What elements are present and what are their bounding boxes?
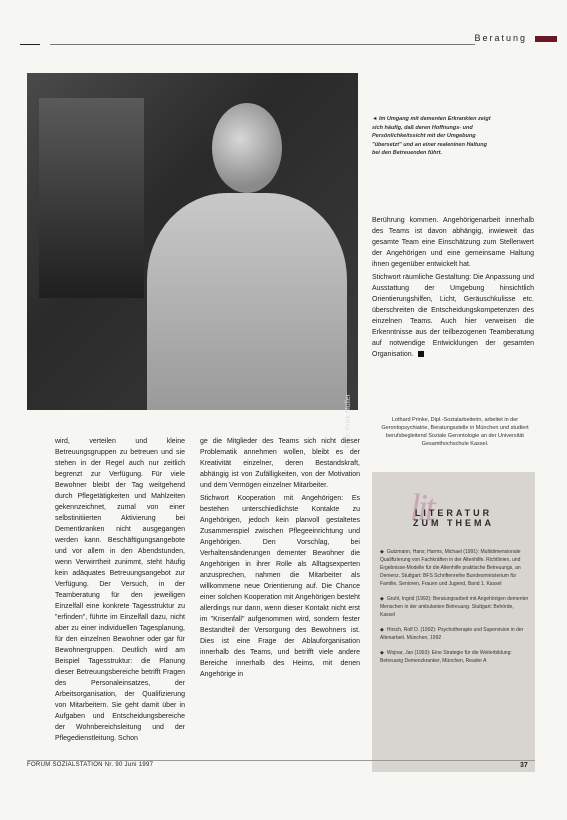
right-column-paragraph-2-text: Stichwort räumliche Gestaltung: Die Anpassung und Ausstattung der Umgebung hinsichtlich Orientierungshilfen, Licht, Geräuschkulisse etc. überschreiten die Entscheidungskompetenzen des einzelnen Teams. Auch hier verweisen die Erkenntnisse aus der teilbezogenen Teamberatung auf notwendige Entwicklungen der gesamten Organisation. bbox=[372, 274, 534, 358]
literature-title bbox=[372, 508, 535, 528]
literature-list bbox=[380, 548, 530, 672]
literature-item: ◆ Gutzmann, Hans; Harms, Michael (1991): Multidimensionale Qualifizierung von Fachkräften in der Altenhilfe. Richtlinien, und Ergebnisse-Modelle für die Altenhilfe praktische Betreuungs, an Demenz. Stuttgart: BFS Schriftenreihe Bundesministerium für Familie, Senioren, Frauen und Jugend, Band 1. Kassel bbox=[380, 548, 530, 588]
literature-item: ◆ Hirsch, Rolf D. (1992): Psychotherapie und Supervision in der Altenarbeit. München, 1992 bbox=[380, 626, 530, 642]
photo-caption: ◄ Im Umgang mit dementen Erkrankten zeigt sich häufig, daß deren Hoffnungs- und Persönlichkeitssicht mit der Umgebung "übersetzt" und an einer realeninen Haltung bei den Betreuenden führt. bbox=[372, 116, 491, 156]
literature-box bbox=[372, 472, 535, 772]
literature-title-line-1: LITERATUR bbox=[414, 508, 493, 518]
photo-credit: Foto: Frisk Müller bbox=[345, 394, 352, 449]
column-a-text bbox=[55, 436, 185, 746]
literature-logo: lit bbox=[410, 487, 433, 529]
article-photo bbox=[27, 73, 358, 449]
literature-item: ◆ Wojnar, Jan (1993): Eine Strategie für die Weiterbildung: Betreuung Demenzkranker, München, Reader A bbox=[380, 649, 530, 665]
footer-journal: FORUM SOZIALSTATION Nr. 90 Juni 1997 bbox=[27, 762, 154, 768]
header-accent-block bbox=[535, 36, 557, 42]
section-title: Beratung bbox=[474, 33, 527, 43]
header-rule-left bbox=[20, 44, 40, 45]
photo-person-head bbox=[212, 103, 282, 193]
photo-window bbox=[39, 98, 144, 298]
right-column-paragraph-2 bbox=[372, 272, 534, 360]
author-bio: Lothard Prinke, Dipl.-Sozialarbeiterin, arbeitet in der Gerontopsychiatrie, Beratungsstelle in München und studiert berufsbegleitend Soziale Gerontologie an der Universität Gesamthochschule Kassel. bbox=[381, 417, 529, 447]
header-rule bbox=[50, 44, 475, 45]
right-column-paragraph-1: Berührung kommen. Angehörigenarbeit innerhalb des Teams ist davon abhängig, inwieweit das gesamte Team eine Einschätzung zum Stellenwert der Angehörigen und eine gemeinsame Haltung ihnen gegenüber entwickelt hat. bbox=[372, 217, 534, 268]
literature-item: ◆ Gruhl, Ingrid (1992): Beratungsarbeit mit Angehörigen dementer Menschen in der ambulanten Betreuung. Stuttgart: Behörde, Kassel bbox=[380, 595, 530, 619]
right-column-text bbox=[372, 215, 534, 362]
photo-person-body bbox=[147, 193, 347, 410]
column-a-paragraph: wird, verteilen und kleine Betreuungsgruppen zu betreuen und sie stehen in der Regel auch nur zeitlich begrenzt zur Verfügung. Für viele Bewohner bleibt der Tag weitgehend durch Pflegetätigkeiten und Mahlzeiten gekennzeichnet, zumal von einer selbstinitiierten Aktivierung bei Dementkranken nicht ausgegangen werden kann. Beschäftigungsangebote und vor allem in den Abendstunden, wenn Verwirrtheit zunimmt, steht häufig kein adäquates Betreuungsangebot zur Verfügung. Der Versuch, in der Teamberatung für den jeweiligen Einzelfall eine konkrete Tagesstruktur zu "erfinden", führte im Einzelfall dazu, nicht aber zu einer individuellen Tagesplanung, für den einzelnen Bewohner oder gar für Bewohnergruppen. Deutlich wird am Beispiel Tagesstruktur: die Planung dieser Betreuungsbereiche betrifft Fragen des Personaleinsatzes, der Arbeitsorganisation, der Qualifizierung von Mitarbeitern. Sie geht damit über in Aufgaben und Entscheidungsbereiche der Wohnbereichsleitung und der Pflegedienstleitung. Schon bbox=[55, 438, 185, 742]
page-number: 37 bbox=[520, 762, 528, 769]
column-b-paragraph-1: ge die Mitglieder des Teams sich nicht dieser Problematik annehmen wollen, bleibt es der Kreativität einzelner, deren Bestandskraft, abhängig ist von Zufälligkeiten, von der Motivation und dem Vermögen einzelner Mitarbeiter. bbox=[200, 438, 360, 489]
literature-title-line-2: ZUM THEMA bbox=[413, 518, 494, 528]
footer-rule bbox=[27, 760, 535, 761]
article-end-icon bbox=[418, 351, 424, 357]
column-b-paragraph-2: Stichwort Kooperation mit Angehörigen: Es bestehen unterschiedlichste Kontakte zu Angehörigen, jedoch kein planvoll gestaltetes Zusammenspiel zwischen Pflegeeinrichtung und Angehörigen. Den Vorschlag, bei Verhaltensänderungen dementer Bewohner die Angehörigen in ihrer Rolle als Alltagsexperten anzusprechen, nahmen die Mitarbeiter als willkommene neue Orientierung auf. Die Chance einer solchen Kooperation mit Angehörigen besteht allerdings nur dann, wenn dieser Kontakt nicht erst im "Krisenfall" aufgenommen wird, sondern fester Bestandteil der Versorgung des Bewohners ist. Dies ist eine Frage der Ablauforganisation innerhalb des Teams, und betrifft viele andere Bereiche innerhalb des Heims, mit denen Angehörige in bbox=[200, 495, 360, 678]
column-b-text bbox=[200, 436, 360, 682]
